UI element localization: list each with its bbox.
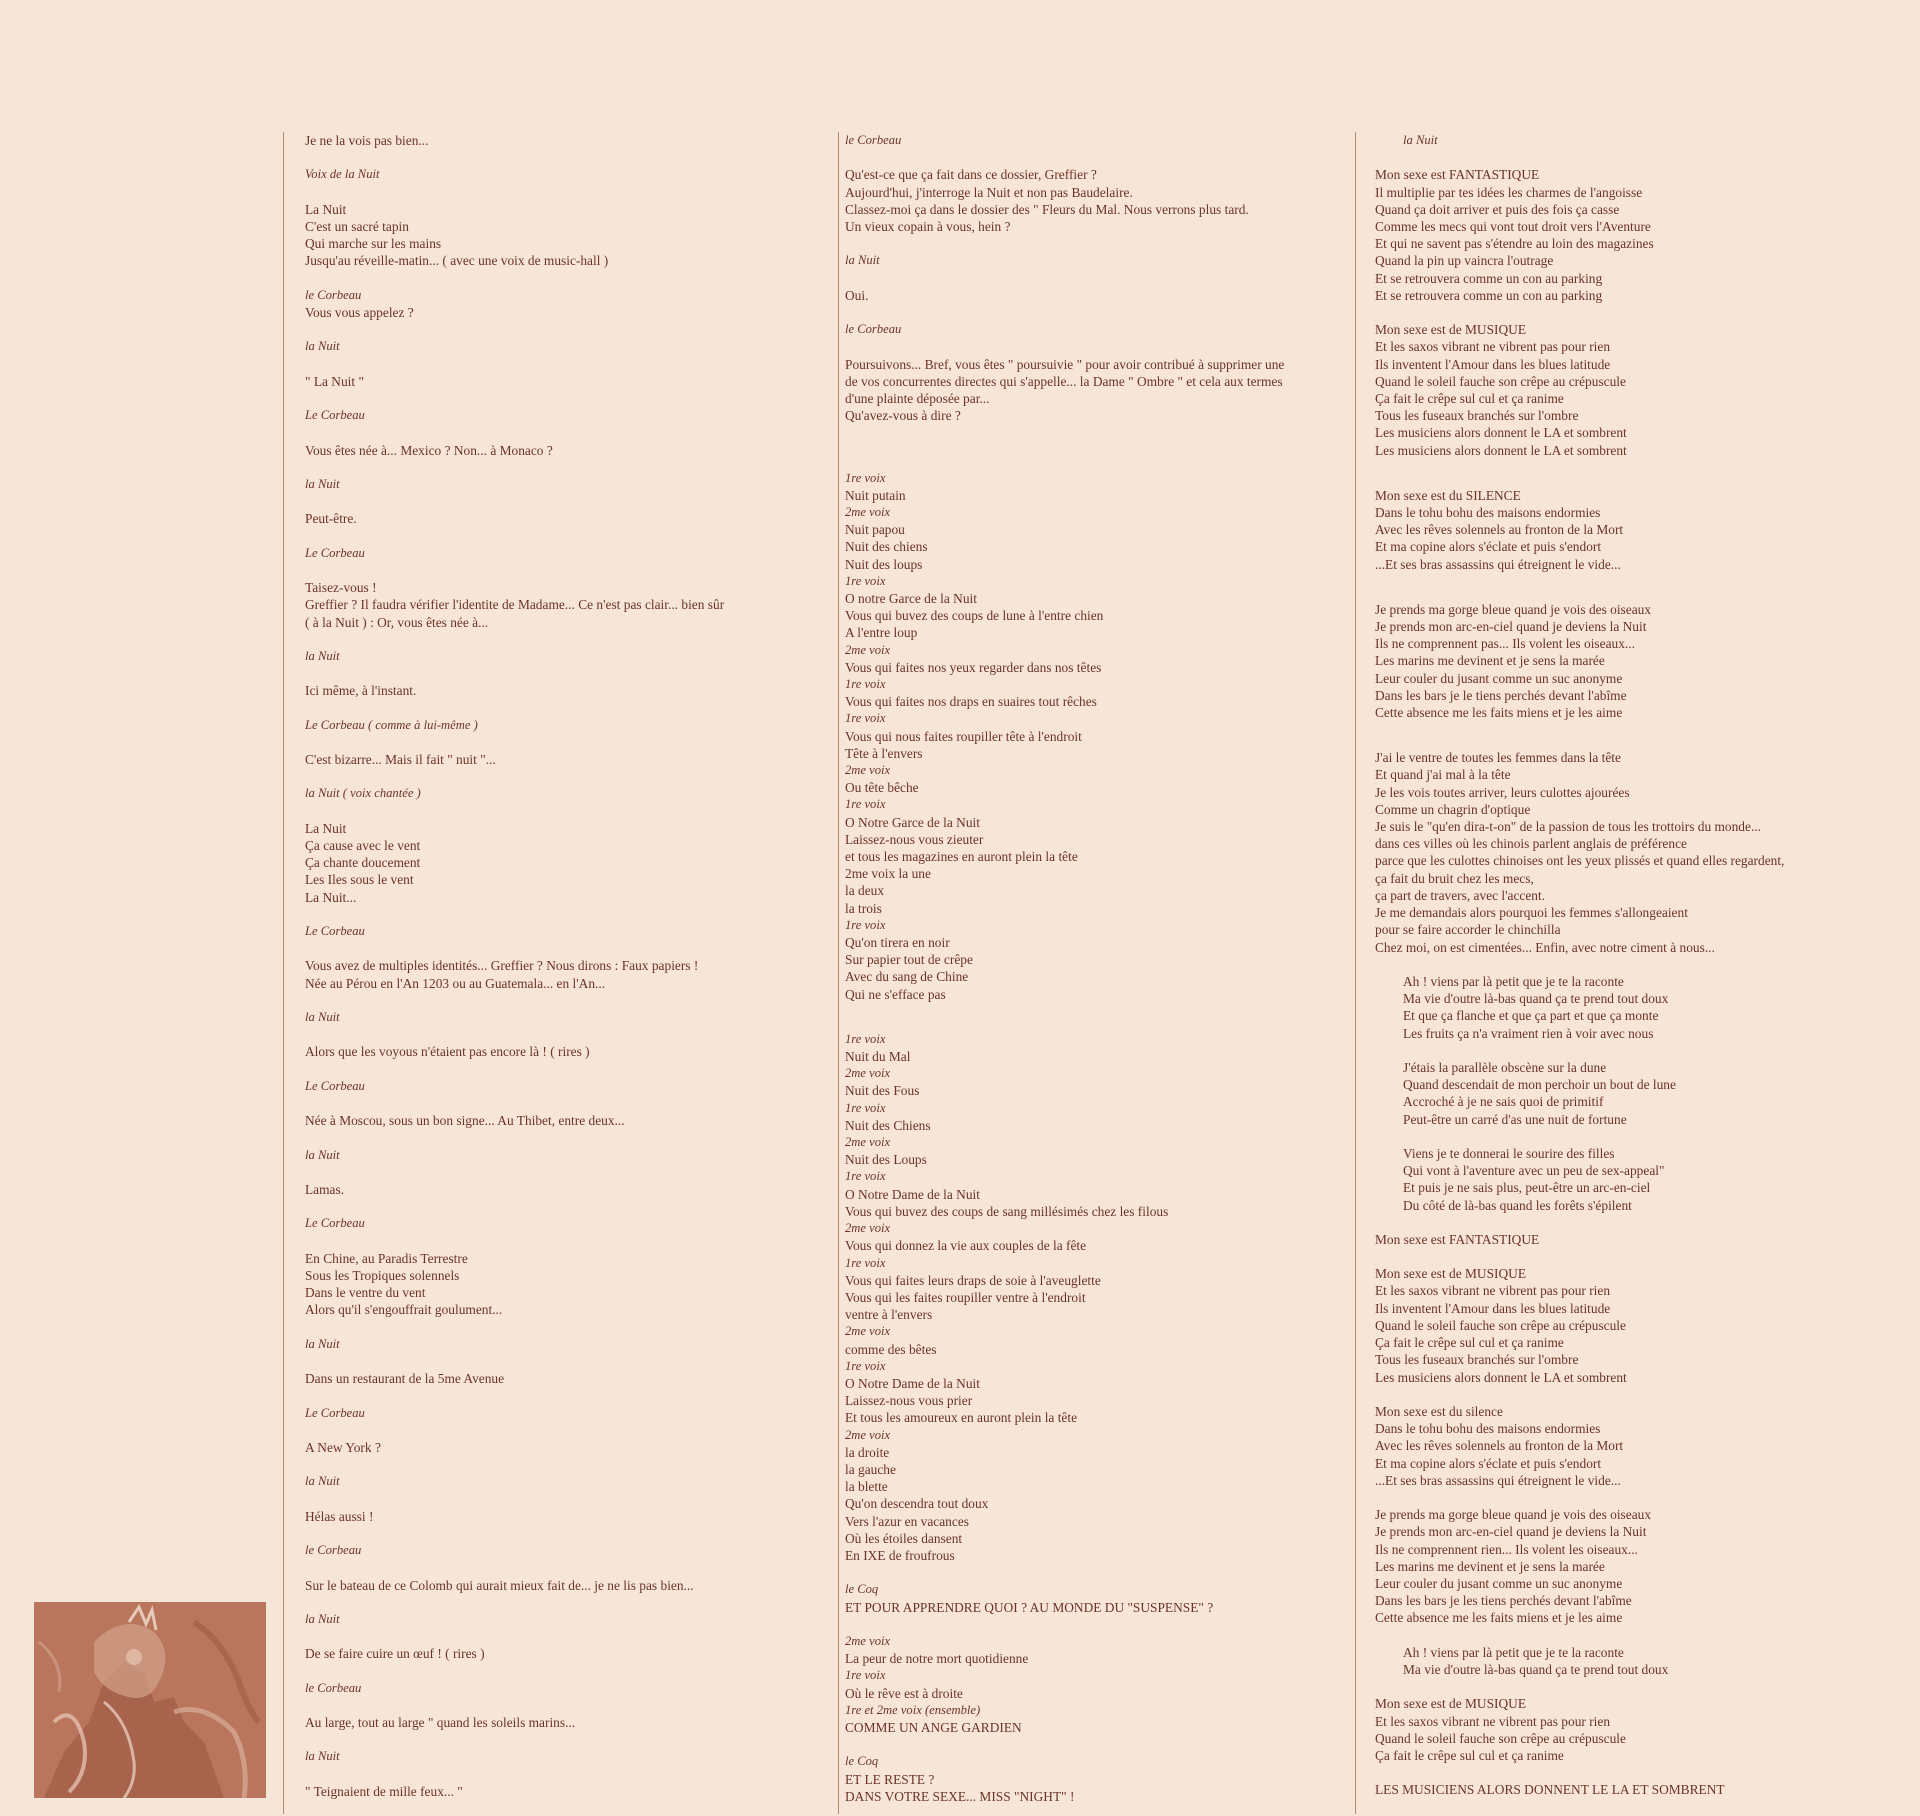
lyric-line: Lamas.: [305, 1182, 345, 1197]
lyric-line: Vous êtes née à... Mexico ? Non... à Monaco ?: [305, 442, 553, 458]
lyric-line: La Nuit...: [305, 889, 357, 905]
line-spacer: [845, 1736, 1345, 1753]
lyric-line: la deux: [845, 883, 885, 899]
line-spacer: [1375, 1386, 1920, 1403]
lyric-line: Sous les Tropiques solennels: [305, 1267, 460, 1283]
lyric-line: la gauche: [845, 1461, 896, 1477]
line-spacer: [305, 906, 825, 923]
speaker-label: 2me voix: [845, 1324, 891, 1339]
line-spacer: [305, 1026, 825, 1043]
speaker-label: 2me voix: [845, 1135, 891, 1150]
speaker-label: 1re voix: [845, 1100, 886, 1115]
lyric-line: Je ne la vois pas bien...: [305, 133, 429, 148]
line-spacer: [305, 1697, 825, 1714]
line-spacer: [845, 452, 1345, 469]
lyric-line: O Notre Dame de la Nuit: [845, 1375, 980, 1391]
line-spacer: [305, 1353, 825, 1370]
line-spacer: [305, 562, 825, 579]
lyric-line: Quand descendait de mon perchoir un bout de lune: [1403, 1077, 1676, 1093]
speaker-label: 1re voix: [845, 711, 886, 726]
lyric-line: La Nuit: [305, 201, 347, 217]
lyric-line: Hélas aussi !: [305, 1508, 374, 1524]
line-spacer: [1375, 573, 1920, 601]
lyric-line: Leur couler du jusant comme un suc anonyme: [1375, 1575, 1623, 1591]
lyric-line: Tous les fuseaux branchés sur l'ombre: [1375, 408, 1579, 424]
line-spacer: [305, 459, 825, 476]
lyric-line: ...Et ses bras assassins qui étreignent le vide...: [1375, 1472, 1621, 1488]
column-rule-middle: [838, 132, 839, 1814]
speaker-label: Le Corbeau: [305, 1216, 365, 1231]
speaker-label: 1re voix: [845, 1668, 886, 1683]
lyric-line: Cette absence me les faits miens et je les aime: [1375, 1610, 1623, 1626]
lyric-line: Ici même, à l'instant.: [305, 683, 417, 699]
column-rule-right: [1355, 132, 1356, 1814]
line-spacer: [305, 1628, 825, 1645]
speaker-label: la Nuit: [305, 1474, 340, 1489]
lyric-line: d'une plainte déposée par...: [845, 390, 990, 406]
lyric-line: Quand le soleil fauche son crêpe au crépuscule: [1375, 1730, 1626, 1746]
lyric-line: Vous qui buvez des coups de sang millésimés chez les filous: [845, 1203, 1169, 1219]
lyric-line: Je me demandais alors pourquoi les femmes s'allongeaient: [1375, 905, 1688, 921]
lyric-line: LES MUSICIENS ALORS DONNENT LE LA ET SOMBRENT: [1375, 1782, 1725, 1798]
lyric-line: Je suis le "qu'en dira-t-on" de la passion de tous les trottoirs du monde...: [1375, 819, 1761, 835]
speaker-label: 1re voix: [845, 1255, 886, 1270]
lyric-line: la droite: [845, 1444, 890, 1460]
lyric-line: C'est un sacré tapin: [305, 218, 409, 234]
engraving-illustration: [34, 1602, 266, 1798]
lyric-line: Où le rêve est à droite: [845, 1685, 963, 1701]
lyric-line: ET POUR APPRENDRE QUOI ? AU MONDE DU "SUSPENSE" ?: [845, 1599, 1214, 1615]
lyric-line: ( à la Nuit ) : Or, vous êtes née à...: [305, 614, 489, 630]
lyric-line: Je prends mon arc-en-ciel quand je deviens la Nuit: [1375, 619, 1647, 635]
speaker-label: la Nuit: [305, 1749, 340, 1764]
line-spacer: [305, 940, 825, 957]
speaker-label: Le Corbeau: [305, 1405, 365, 1420]
lyric-line: A l'entre loup: [845, 625, 918, 641]
lyric-line: la trois: [845, 900, 882, 916]
lyric-line: O Notre Dame de la Nuit: [845, 1186, 980, 1202]
line-spacer: [305, 1233, 825, 1250]
lyric-line: Nuit des chiens: [845, 539, 928, 555]
column-3: [1375, 132, 1920, 1799]
line-spacer: [845, 1003, 1345, 1031]
lyric-line: Je prends ma gorge bleue quand je vois des oiseaux: [1375, 1507, 1652, 1523]
lyric-line: " Teignaient de mille feux... ": [305, 1783, 463, 1799]
lyric-line: Sur papier tout de crêpe: [845, 952, 973, 968]
line-spacer: [1375, 1489, 1920, 1506]
lyric-line: Taisez-vous !: [305, 580, 377, 596]
lyric-line: Et les saxos vibrant ne vibrent pas pour rien: [1375, 1713, 1611, 1729]
line-spacer: [305, 1559, 825, 1576]
lyric-line: Et se retrouvera comme un con au parking: [1375, 287, 1603, 303]
lyric-line: Et les saxos vibrant ne vibrent pas pour rien: [1375, 1283, 1611, 1299]
line-spacer: [845, 424, 1345, 452]
lyric-line: Et les saxos vibrant ne vibrent pas pour rien: [1375, 339, 1611, 355]
lyric-line: ET LE RESTE ?: [845, 1771, 935, 1787]
speaker-label: la Nuit: [305, 648, 340, 663]
lyric-line: Vous qui donnez la vie aux couples de la fête: [845, 1238, 1087, 1254]
lyric-line: Née au Pérou en l'An 1203 ou au Guatemala... en l'An...: [305, 975, 606, 991]
line-spacer: [305, 390, 825, 407]
lyric-line: pour se faire accorder le chinchilla: [1375, 922, 1561, 938]
line-spacer: [305, 1491, 825, 1508]
lyric-line: Un vieux copain à vous, hein ?: [845, 219, 1011, 234]
lyric-line: Dans les bars je le tiens perchés devant l'abîme: [1375, 687, 1627, 703]
line-spacer: [305, 1663, 825, 1680]
speaker-label: la Nuit: [305, 476, 340, 491]
line-spacer: [845, 1616, 1345, 1633]
lyric-line: Qu'avez-vous à dire ?: [845, 408, 961, 424]
lyric-line: la blette: [845, 1479, 888, 1495]
lyric-line: parce que les culottes chinoises ont les yeux plissés et quand elles regardent,: [1375, 853, 1785, 869]
line-spacer: [305, 1198, 825, 1215]
lyric-line: Leur couler du jusant comme un suc anonyme: [1375, 670, 1623, 686]
lyric-line: Les musiciens alors donnent le LA et sombrent: [1375, 1369, 1627, 1385]
line-spacer: [1375, 1214, 1920, 1231]
line-spacer: [305, 1594, 825, 1611]
line-spacer: [305, 1095, 825, 1112]
line-spacer: [305, 321, 825, 338]
lyric-line: ça part de travers, avec l'accent.: [1375, 887, 1546, 903]
lyric-line: Alors que les voyous n'étaient pas encore là ! ( rires ): [305, 1044, 590, 1060]
lyric-line: Et se retrouvera comme un con au parking: [1375, 270, 1603, 286]
lyric-line: Tous les fuseaux branchés sur l'ombre: [1375, 1352, 1579, 1368]
lyric-line: Et tous les amoureux en auront plein la tête: [845, 1410, 1078, 1426]
lyric-line: Je prends mon arc-en-ciel quand je deviens la Nuit: [1375, 1524, 1647, 1540]
lyric-line: Ça fait le crêpe sul cul et ça ranime: [1375, 1747, 1564, 1763]
lyric-line: Classez-moi ça dans le dossier des " Fleurs du Mal. Nous verrons plus tard.: [845, 201, 1249, 217]
lyric-line: Alors qu'il s'engouffrait goulument...: [305, 1302, 503, 1318]
lyric-line: Aujourd'hui, j'interroge la Nuit et non pas Baudelaire.: [845, 184, 1133, 200]
speaker-label: le Corbeau: [845, 133, 902, 147]
speaker-label: 1re et 2me voix (ensemble): [845, 1702, 981, 1717]
speaker-label: 1re voix: [845, 1358, 886, 1373]
speaker-label: 2me voix: [845, 1633, 891, 1648]
lyric-line: Je prends ma gorge bleue quand je vois des oiseaux: [1375, 601, 1652, 617]
line-spacer: [1375, 956, 1920, 973]
lyric-line: Ça fait le crêpe sul cul et ça ranime: [1375, 1335, 1564, 1351]
lyric-line: Dans le ventre du vent: [305, 1285, 426, 1301]
lyric-line: Avec les rêves solennels au fronton de la Mort: [1375, 1438, 1624, 1454]
lyric-line: Ils inventent l'Amour dans les blues latitude: [1375, 356, 1611, 372]
lyric-line: Du côté de là-bas quand les forêts s'épilent: [1403, 1197, 1632, 1213]
lyric-line: Sur le bateau de ce Colomb qui aurait mieux fait de... je ne lis pas bien...: [305, 1577, 694, 1593]
speaker-label: la Nuit: [305, 1336, 340, 1351]
lyric-line: Ou tête bêche: [845, 780, 919, 796]
speaker-label: le Coq: [845, 1754, 879, 1769]
lyric-line: Vous qui faites leurs draps de soie à l'aveuglette: [845, 1272, 1101, 1288]
speaker-label: 1re voix: [845, 573, 886, 588]
engraving-figure-icon: [34, 1602, 266, 1798]
lyric-line: Et qui ne savent pas s'étendre au loin des magazines: [1375, 236, 1654, 252]
lyric-line: Vers l'azur en vacances: [845, 1513, 969, 1529]
line-spacer: [845, 338, 1345, 355]
lyric-line: Vous qui les faites roupiller ventre à l'endroit: [845, 1289, 1086, 1305]
speaker-label: Le Corbeau ( comme à lui-même ): [305, 717, 478, 732]
lyric-line: Viens je te donnerai le sourire des filles: [1403, 1145, 1615, 1161]
lyric-line: Dans les bars je les tiens perchés devant l'abîme: [1375, 1593, 1632, 1609]
lyric-line: Vous avez de multiples identités... Greffier ? Nous dirons : Faux papiers !: [305, 958, 699, 974]
line-spacer: [305, 803, 825, 820]
speaker-label: la Nuit: [305, 1147, 340, 1162]
lyric-line: Mon sexe est de MUSIQUE: [1375, 1696, 1526, 1712]
line-spacer: [1375, 1627, 1920, 1644]
line-spacer: [1375, 1128, 1920, 1145]
lyric-line: Et ma copine alors s'éclate et puis s'endort: [1375, 1455, 1602, 1471]
lyric-line: Vous vous appelez ?: [305, 304, 414, 320]
lyric-line: Ça fait le crêpe sul cul et ça ranime: [1375, 391, 1564, 407]
lyric-line: dans ces villes où les chinois parlent anglais de préférence: [1375, 836, 1687, 852]
speaker-label: Le Corbeau: [305, 408, 365, 423]
speaker-label: 1re voix: [845, 470, 886, 485]
lyric-line: Les marins me devinent et je sens la marée: [1375, 1558, 1605, 1574]
lyric-line: Qui marche sur les mains: [305, 236, 442, 252]
lyric-line: Nuit des Fous: [845, 1083, 920, 1099]
line-spacer: [305, 1061, 825, 1078]
lyric-line: Dans le tohu bohu des maisons endormies: [1375, 505, 1601, 521]
line-spacer: [305, 528, 825, 545]
lyric-line: Laissez-nous vous zieuter: [845, 831, 984, 847]
lyric-line: comme des bêtes: [845, 1341, 937, 1357]
lyric-line: Quand le soleil fauche son crêpe au crépuscule: [1375, 1317, 1626, 1333]
lyric-line: Nuit des loups: [845, 556, 923, 572]
lyric-line: Peut-être.: [305, 511, 357, 527]
lyric-line: ça fait du bruit chez les mecs,: [1375, 870, 1534, 886]
line-spacer: [1375, 149, 1920, 166]
line-spacer: [305, 734, 825, 751]
line-spacer: [845, 1564, 1345, 1581]
lyric-line: Vous qui faites nos draps en suaires tout rêches: [845, 694, 1097, 710]
speaker-label: 2me voix: [845, 763, 891, 778]
lyric-line: ...Et ses bras assassins qui étreignent le vide...: [1375, 556, 1621, 572]
speaker-label: Le Corbeau: [305, 545, 365, 560]
line-spacer: [305, 631, 825, 648]
speaker-label: la Nuit: [305, 339, 340, 354]
speaker-label: 1re voix: [845, 797, 886, 812]
line-spacer: [305, 1129, 825, 1146]
lyric-line: Oui.: [845, 287, 869, 303]
lyric-line: Ils inventent l'Amour dans les blues latitude: [1375, 1300, 1611, 1316]
lyric-line: de vos concurrentes directes qui s'appelle... la Dame " Ombre " et cela aux termes: [845, 373, 1283, 389]
lyric-line: Mon sexe est FANTASTIQUE: [1375, 1231, 1540, 1247]
lyric-line: Ça cause avec le vent: [305, 838, 421, 854]
lyric-line: Vous qui nous faites roupiller tête à l'endroit: [845, 728, 1082, 744]
line-spacer: [305, 270, 825, 287]
lyric-line: O notre Garce de la Nuit: [845, 590, 977, 606]
lyric-line: Mon sexe est de MUSIQUE: [1375, 1266, 1526, 1282]
line-spacer: [305, 1525, 825, 1542]
speaker-label: la Nuit: [1403, 133, 1438, 147]
line-spacer: [305, 1164, 825, 1181]
line-spacer: [305, 1456, 825, 1473]
lyric-line: et tous les magazines en auront plein la tête: [845, 849, 1078, 865]
speaker-label: Voix de la Nuit: [305, 167, 380, 182]
lyric-line: Les marins me devinent et je sens la marée: [1375, 653, 1605, 669]
lyric-line: La peur de notre mort quotidienne: [845, 1651, 1029, 1667]
lyric-line: Ils ne comprennent pas... Ils volent les oiseaux...: [1375, 636, 1635, 652]
lyric-line: Comme un chagrin d'optique: [1375, 801, 1531, 817]
speaker-label: le Corbeau: [845, 322, 902, 337]
lyric-line: Vous qui buvez des coups de lune à l'entre chien: [845, 608, 1104, 624]
line-spacer: [1375, 1248, 1920, 1265]
speaker-label: 2me voix: [845, 1427, 891, 1442]
lyric-line: Ça chante doucement: [305, 855, 421, 871]
lyric-line: Nuit putain: [845, 487, 906, 503]
lyric-line: Chez moi, on est cimentées... Enfin, avec notre ciment à nous...: [1375, 939, 1715, 955]
column-1: [305, 132, 825, 1800]
speaker-label: le Corbeau: [305, 287, 362, 302]
lyric-line: Quand le soleil fauche son crêpe au crépuscule: [1375, 373, 1626, 389]
speaker-label: 1re voix: [845, 1169, 886, 1184]
column-2: [845, 132, 1345, 1805]
lyric-line: Ma vie d'outre là-bas quand ça te prend tout doux: [1403, 991, 1669, 1007]
lyric-line: Qui ne s'efface pas: [845, 986, 946, 1002]
lyric-line: Accroché à je ne sais quoi de primitif: [1403, 1094, 1604, 1110]
line-spacer: [305, 1319, 825, 1336]
lyric-line: J'étais la parallèle obscène sur la dune: [1403, 1059, 1607, 1075]
lyric-line: Avec les rêves solennels au fronton de la Mort: [1375, 522, 1624, 538]
lyric-line: Ah ! viens par là petit que je te la raconte: [1403, 973, 1624, 989]
lyric-line: Où les étoiles dansent: [845, 1530, 963, 1546]
lyric-line: Et quand j'ai mal à la tête: [1375, 767, 1511, 783]
lyric-line: " La Nuit ": [305, 373, 364, 389]
line-spacer: [1375, 304, 1920, 321]
lyric-line: Mon sexe est du silence: [1375, 1403, 1503, 1419]
lyric-line: Il multiplie par tes idées les charmes de l'angoisse: [1375, 184, 1643, 200]
line-spacer: [305, 665, 825, 682]
line-spacer: [305, 1387, 825, 1404]
line-spacer: [305, 1731, 825, 1748]
speaker-label: Le Corbeau: [305, 924, 365, 939]
speaker-label: 1re voix: [845, 917, 886, 932]
lyric-line: Jusqu'au réveille-matin... ( avec une voix de music-hall ): [305, 253, 609, 269]
lyric-line: DANS VOTRE SEXE... MISS "NIGHT" !: [845, 1788, 1075, 1804]
line-spacer: [305, 424, 825, 441]
lyric-line: Ma vie d'outre là-bas quand ça te prend tout doux: [1403, 1661, 1669, 1677]
lyric-line: ventre à l'envers: [845, 1307, 933, 1323]
line-spacer: [305, 149, 825, 166]
line-spacer: [1375, 721, 1920, 749]
lyric-line: Quand ça doit arriver et puis des fois ça casse: [1375, 201, 1620, 217]
speaker-label: le Corbeau: [305, 1680, 362, 1695]
line-spacer: [305, 493, 825, 510]
speaker-label: le Corbeau: [305, 1543, 362, 1558]
line-spacer: [305, 1766, 825, 1783]
lyric-line: Nuit des Chiens: [845, 1117, 931, 1133]
lyric-line: Avec du sang de Chine: [845, 969, 969, 985]
speaker-label: la Nuit: [305, 1611, 340, 1626]
speaker-label: le Coq: [845, 1582, 879, 1597]
speaker-label: 2me voix: [845, 504, 891, 519]
line-spacer: [305, 356, 825, 373]
lyric-line: Les musiciens alors donnent le LA et sombrent: [1375, 425, 1627, 441]
line-spacer: [1375, 1042, 1920, 1059]
lyric-line: Peut-être un carré d'as une nuit de fortune: [1403, 1111, 1627, 1127]
lyric-line: De se faire cuire un œuf ! ( rires ): [305, 1646, 485, 1662]
lyric-line: Née à Moscou, sous un bon signe... Au Thibet, entre deux...: [305, 1113, 625, 1129]
lyric-line: Dans le tohu bohu des maisons endormies: [1375, 1421, 1601, 1437]
lyric-line: Les musiciens alors donnent le LA et sombrent: [1375, 442, 1627, 458]
lyric-line: Ah ! viens par là petit que je te la raconte: [1403, 1644, 1624, 1660]
line-spacer: [305, 768, 825, 785]
lyric-line: Poursuivons... Bref, vous êtes " poursuivie " pour avoir contribué à supprimer une: [845, 356, 1285, 372]
lyric-line: Tête à l'envers: [845, 745, 923, 761]
speaker-label: 1re voix: [845, 1031, 886, 1046]
speaker-label: 2me voix: [845, 1066, 891, 1081]
lyric-line: Qui vont à l'aventure avec un peu de sex-appeal": [1403, 1163, 1665, 1179]
line-spacer: [1375, 459, 1920, 487]
lyric-line: J'ai le ventre de toutes les femmes dans la tête: [1375, 750, 1621, 766]
speaker-label: la Nuit ( voix chantée ): [305, 786, 421, 801]
lyric-line: Et ma copine alors s'éclate et puis s'endort: [1375, 539, 1602, 555]
speaker-label: la Nuit: [305, 1010, 340, 1025]
lyric-line: Les Iles sous le vent: [305, 872, 414, 888]
lyric-line: La Nuit: [305, 820, 347, 836]
lyric-line: Je les vois toutes arriver, leurs culottes ajourées: [1375, 784, 1630, 800]
line-spacer: [305, 184, 825, 201]
speaker-label: la Nuit: [845, 253, 880, 268]
speaker-label: Le Corbeau: [305, 1078, 365, 1093]
lyric-line: Nuit du Mal: [845, 1049, 911, 1065]
line-spacer: [305, 1422, 825, 1439]
lyric-line: Qu'on tirera en noir: [845, 935, 950, 951]
lyric-line: Dans un restaurant de la 5me Avenue: [305, 1371, 505, 1387]
line-spacer: [845, 270, 1345, 287]
lyric-line: 2me voix la une: [845, 866, 931, 882]
lyric-line: Mon sexe est FANTASTIQUE: [1375, 167, 1540, 183]
lyric-line: Et que ça flanche et que ça part et que ça monte: [1403, 1008, 1659, 1024]
lyric-line: Les fruits ça n'a vraiment rien à voir avec nous: [1403, 1025, 1654, 1041]
line-spacer: [845, 304, 1345, 321]
line-spacer: [305, 992, 825, 1009]
lyric-line: Mon sexe est du SILENCE: [1375, 487, 1521, 503]
lyric-line: Qu'est-ce que ça fait dans ce dossier, Greffier ?: [845, 167, 1097, 183]
lyric-line: En IXE de froufrous: [845, 1547, 955, 1563]
lyric-line: Et puis je ne sais plus, peut-être un arc-en-ciel: [1403, 1180, 1651, 1196]
lyric-line: Laissez-nous vous prier: [845, 1393, 973, 1409]
lyric-line: Nuit des Loups: [845, 1152, 927, 1168]
line-spacer: [845, 149, 1345, 166]
lyric-line: C'est bizarre... Mais il fait " nuit "...: [305, 752, 496, 768]
line-spacer: [845, 235, 1345, 252]
line-spacer: [305, 700, 825, 717]
lyric-line: Quand la pin up vaincra l'outrage: [1375, 253, 1554, 269]
lyric-line: Ils ne comprennent rien... Ils volent les oiseaux...: [1375, 1541, 1638, 1557]
lyric-line: En Chine, au Paradis Terrestre: [305, 1250, 468, 1266]
lyric-line: Cette absence me les faits miens et je les aime: [1375, 705, 1623, 721]
lyric-line: Nuit papou: [845, 522, 905, 538]
speaker-label: 2me voix: [845, 642, 891, 657]
lyric-line: Qu'on descendra tout doux: [845, 1496, 989, 1512]
lyric-line: Comme les mecs qui vont tout droit vers l'Aventure: [1375, 219, 1651, 234]
lyric-line: COMME UN ANGE GARDIEN: [845, 1719, 1022, 1735]
line-spacer: [1375, 1764, 1920, 1781]
speaker-label: 1re voix: [845, 677, 886, 691]
speaker-label: 2me voix: [845, 1221, 891, 1236]
line-spacer: [1375, 1678, 1920, 1695]
lyric-line: Mon sexe est de MUSIQUE: [1375, 322, 1526, 338]
column-rule-left: [283, 132, 284, 1814]
lyric-line: O Notre Garce de la Nuit: [845, 814, 980, 830]
lyric-line: A New York ?: [305, 1439, 381, 1455]
lyric-line: Vous qui faites nos yeux regarder dans nos têtes: [845, 659, 1102, 675]
lyric-line: Au large, tout au large " quand les soleils marins...: [305, 1715, 576, 1731]
lyric-line: Greffier ? Il faudra vérifier l'identite de Madame... Ce n'est pas clair... bien sûr: [305, 597, 725, 613]
